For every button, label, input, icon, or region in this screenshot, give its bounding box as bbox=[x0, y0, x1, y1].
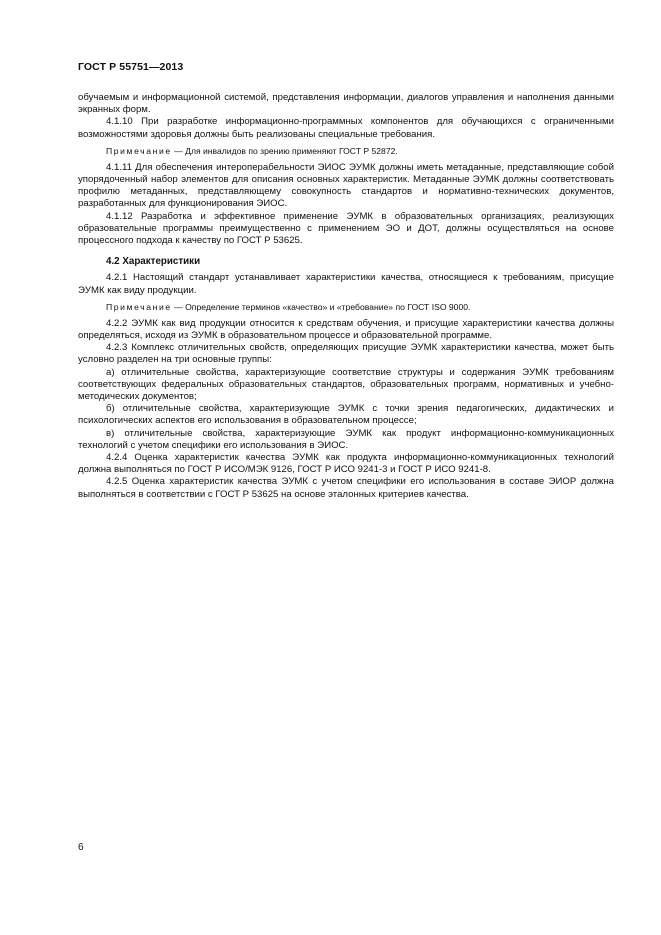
note-text: — Определение терминов «качество» и «требование» по ГОСТ ISO 9000. bbox=[171, 301, 471, 312]
document-body bbox=[78, 92, 614, 501]
paragraph-4-2-2: 4.2.2 ЭУМК как вид продукции относится к средствам обучения, и присущие характеристики качества должны определяться, исходя из ЭУМК в образовательном процессе и образовательной программе. bbox=[78, 317, 614, 342]
paragraph-continuation: обучаемым и информационной системой, представления информации, диалогов управления и наполнения данными экранных форм. bbox=[78, 92, 614, 116]
document-header: ГОСТ Р 55751—2013 bbox=[78, 61, 184, 73]
paragraph-4-2-3: 4.2.3 Комплекс отличительных свойств, определяющих присущие ЭУМК характеристики качества, может быть условно разделен на три основные группы: bbox=[78, 342, 614, 366]
paragraph-4-1-11: 4.1.11 Для обеспечения интероперабельности ЭИОС ЭУМК должны иметь метаданные, представляющие собой упорядоченный набор элементов для описания основных характеристик. Метаданные ЭУМК должны соответствовать профилю метаданных, представляющему совокупность стандартов и нормативно-технических документов, разработанных для функционирования ЭИОС. bbox=[78, 161, 614, 210]
list-item-a: а) отличительные свойства, характеризующие соответствие структуры и содержания ЭУМК требованиям соответствующих федеральных образовательных стандартов, образовательных программ, нормативных и учебно-методических документов; bbox=[78, 366, 614, 403]
note-4-1-10 bbox=[78, 145, 614, 157]
note-4-2-1 bbox=[78, 301, 614, 313]
list-item-b: б) отличительные свойства, характеризующие ЭУМК с точки зрения педагогических, дидактических и психологических аспектов его использования в образовательном процессе; bbox=[78, 403, 614, 427]
list-item-c: в) отличительные свойства, характеризующие ЭУМК как продукт информационно-коммуникационных технологий с учетом специфики его использования в ЭИОС. bbox=[78, 427, 614, 451]
note-text: — Для инвалидов по зрению применяют ГОСТ Р 52872. bbox=[171, 145, 398, 156]
paragraph-4-2-1: 4.2.1 Настоящий стандарт устанавливает характеристики качества, относящиеся к требованиям, присущие ЭУМК как виду продукции. bbox=[78, 272, 614, 296]
paragraph-4-2-5: 4.2.5 Оценка характеристик качества ЭУМК с учетом специфики его использования в составе ЭИОР должна выполняться в соответствии с ГОСТ Р 53625 на основе эталонных критериев качества. bbox=[78, 476, 614, 500]
paragraph-4-1-10: 4.1.10 При разработке информационно-программных компонентов для обучающихся с ограниченными возможностями здоровья должны быть реализованы специальные требования. bbox=[78, 116, 614, 140]
note-label: Примечание bbox=[106, 301, 172, 312]
page-number: 6 bbox=[78, 842, 84, 853]
paragraph-4-2-4: 4.2.4 Оценка характеристик качества ЭУМК как продукта информационно-коммуникационных технологий должна выполняться по ГОСТ Р ИСО/МЭК 9126, ГОСТ Р ИСО 9241-3 и ГОСТ Р ИСО 9241-8. bbox=[78, 452, 614, 476]
paragraph-4-1-12: 4.1.12 Разработка и эффективное применение ЭУМК в образовательных организациях, реализующих образовательные программы преимущественно с применением ЭО и ДОТ, должны осуществляться на основе процессного подхода к качеству по ГОСТ Р 53625. bbox=[78, 210, 614, 247]
section-title-4-2: 4.2 Характеристики bbox=[106, 256, 201, 268]
note-label: Примечание bbox=[106, 145, 172, 156]
